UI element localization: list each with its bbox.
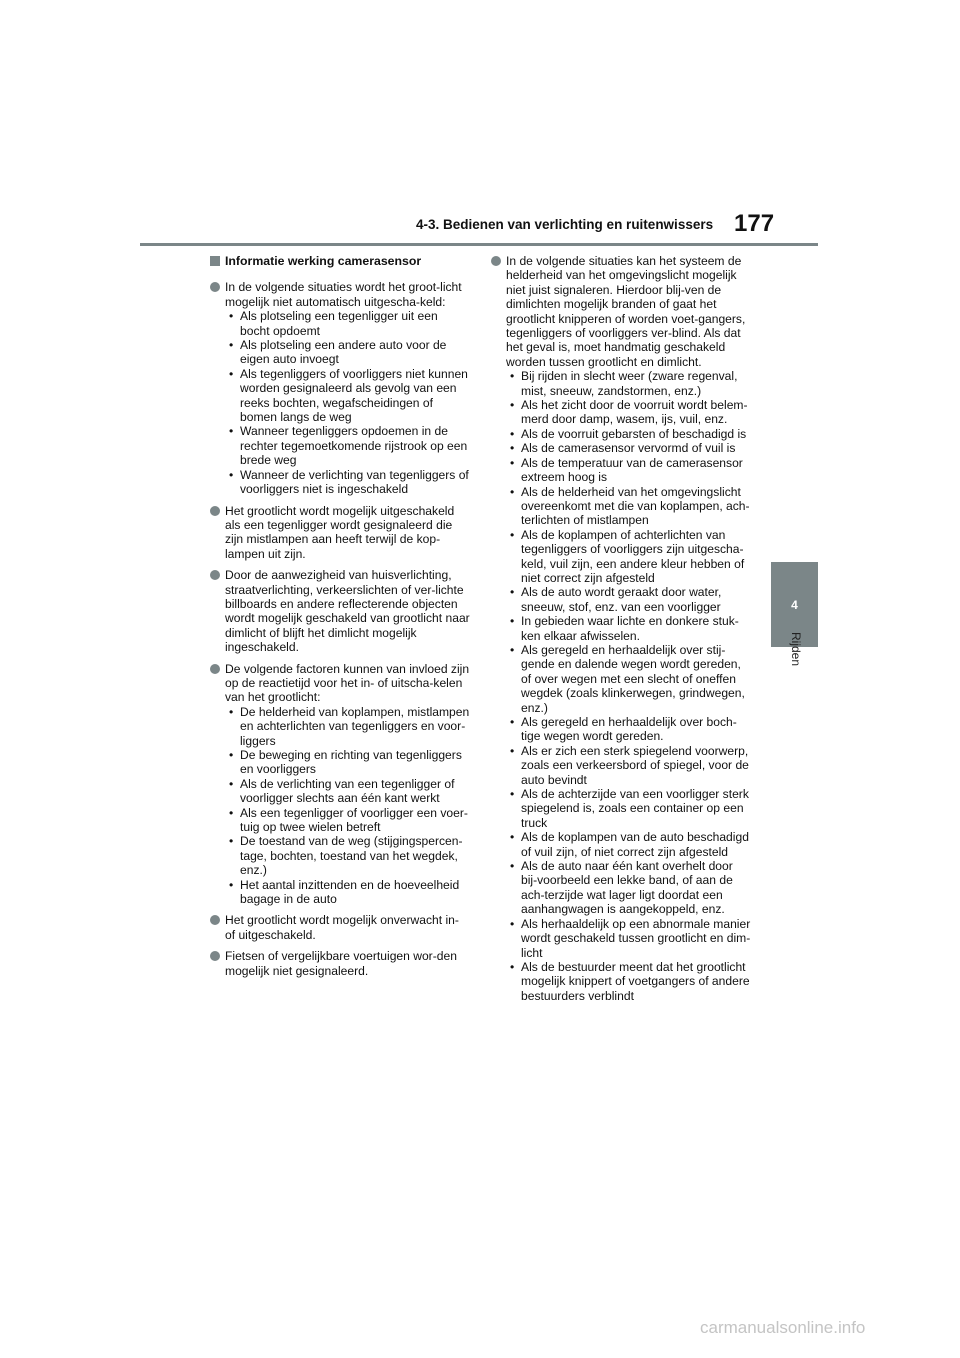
list-item: • Als het zicht door de voorruit wordt belem-merd door damp, wasem, ijs, vuil, enz.	[506, 398, 751, 427]
list-item: • Als geregeld en herhaaldelijk over boch-tige wegen wordt gereden.	[506, 715, 751, 744]
paragraph-text: In de volgende situaties kan het systeem de helderheid van het omgevingslicht mogelijk niet juist signaleren. Hierdoor blij-ven de dimlichten mogelijk branden of gaat het grootlicht knipperen of worden voet-gangers, tegenliggers of voorliggers ver-blind. Als dat het geval is, moet handmatig geschakeld worden tussen grootlicht en dimlicht.	[506, 254, 746, 369]
section-heading	[210, 254, 470, 268]
list-item: • De toestand van de weg (stijgingspercen-tage, bochten, toestand van het wegdek, enz.)	[225, 834, 470, 877]
list-item: • Als tegenliggers of voorliggers niet kunnen worden gesignaleerd als gevolg van een reeks bochten, wegafscheidingen of bomen langs de weg	[225, 367, 470, 425]
chapter-header-title: 4-3. Bedienen van verlichting en ruitenwissers	[416, 217, 714, 232]
paragraph-text: Het grootlicht wordt mogelijk uitgeschakeld als een tegenligger wordt gesignaleerd die zijn mistlampen aan heeft terwijl de kop-lampen uit zijn.	[225, 503, 455, 561]
paragraph-text: De volgende factoren kunnen van invloed zijn op de reactietijd voor het in- of uitscha-kelen van het grootlicht:	[225, 661, 470, 705]
circle-bullet-icon	[210, 915, 220, 925]
paragraph	[210, 280, 470, 496]
paragraph-text: In de volgende situaties wordt het groot-licht mogelijk niet automatisch uitgescha-keld:	[225, 280, 462, 309]
paragraph-text: Het grootlicht wordt mogelijk onverwacht in- of uitgeschakeld.	[225, 913, 459, 942]
left-column	[210, 254, 470, 985]
list-item: • Als de verlichting van een tegenligger of voorligger slechts aan één kant werkt	[225, 777, 470, 806]
list-item: • De beweging en richting van tegenliggers en voorliggers	[225, 748, 470, 777]
list-item: • In gebieden waar lichte en donkere stuk-ken elkaar afwisselen.	[506, 614, 751, 643]
paragraph	[210, 662, 470, 907]
paragraph	[210, 913, 470, 942]
bullet-list	[225, 309, 470, 496]
list-item: • Wanneer de verlichting van tegenliggers of voorliggers niet is ingeschakeld	[225, 468, 470, 497]
list-item: • Als geregeld en herhaaldelijk over stij-gende en dalende wegen wordt gereden, of over wegen met een slecht of oneffen wegdek (zoals klinkerwegen, grindwegen, enz.)	[506, 643, 751, 715]
list-item: • Het aantal inzittenden en de hoeveelheid bagage in de auto	[225, 878, 470, 907]
circle-bullet-icon	[210, 506, 220, 516]
paragraph-text: Door de aanwezigheid van huisverlichting, straatverlichting, verkeerslichten of ver-lichte billboards en andere reflecterende objecten wordt mogelijk geschakeld van grootlicht naar dimlicht of blijft het dimlicht mogelijk ingeschakeld.	[225, 568, 470, 655]
section-heading-text: Informatie werking camerasensor	[225, 254, 422, 268]
circle-bullet-icon	[210, 282, 220, 292]
list-item: • Als de auto wordt geraakt door water, sneeuw, stof, enz. van een voorligger	[506, 585, 751, 614]
circle-bullet-icon	[210, 951, 220, 961]
circle-bullet-icon	[210, 664, 220, 674]
list-item: • Bij rijden in slecht weer (zware regenval, mist, sneeuw, zandstormen, enz.)	[506, 369, 751, 398]
list-item: • Als de bestuurder meent dat het grootlicht mogelijk knippert of voetgangers of andere bestuurders verblindt	[506, 960, 751, 1003]
header-divider	[140, 243, 818, 246]
circle-bullet-icon	[210, 570, 220, 580]
list-item: • Als de koplampen of achterlichten van tegenliggers of voorliggers zijn uitgescha-keld, vuil zijn, een andere kleur hebben of niet correct zijn afgesteld	[506, 528, 751, 586]
chapter-number: 4	[791, 597, 798, 612]
paragraph	[210, 949, 470, 978]
circle-bullet-icon	[491, 256, 501, 266]
page-number: 177	[734, 210, 775, 237]
bullet-list	[225, 705, 470, 907]
list-item: • Als plotseling een tegenligger uit een bocht opdoemt	[225, 309, 470, 338]
bullet-list	[506, 369, 751, 1003]
list-item: • Als de voorruit gebarsten of beschadigd is	[506, 427, 751, 441]
right-column	[491, 254, 751, 1010]
list-item: • Als plotseling een andere auto voor de eigen auto invoegt	[225, 338, 470, 367]
chapter-side-label: Rijden	[789, 632, 803, 667]
list-item: • De helderheid van koplampen, mistlampen en achterlichten van tegenliggers en voor-liggers	[225, 705, 470, 748]
paragraph	[210, 504, 470, 562]
list-item: • Als de koplampen van de auto beschadigd of vuil zijn, of niet correct zijn afgesteld	[506, 830, 751, 859]
list-item: • Als een tegenligger of voorligger een voer-tuig op twee wielen betreft	[225, 806, 470, 835]
paragraph-text: Fietsen of vergelijkbare voertuigen wor-den mogelijk niet gesignaleerd.	[225, 949, 457, 978]
paragraph	[210, 568, 470, 654]
list-item: • Als herhaaldelijk op een abnormale manier wordt geschakeld tussen grootlicht en dim-licht	[506, 917, 751, 960]
list-item: • Als de helderheid van het omgevingslicht overeenkomt met die van koplampen, ach-terlichten of mistlampen	[506, 485, 751, 528]
list-item: • Als de temperatuur van de camerasensor extreem hoog is	[506, 456, 751, 485]
watermark: carmanualsonline.info	[700, 1318, 866, 1337]
list-item: • Als de camerasensor vervormd of vuil is	[506, 441, 751, 455]
list-item: • Wanneer tegenliggers opdoemen in de rechter tegemoetkomende rijstrook op een brede weg	[225, 424, 470, 467]
square-bullet-icon	[210, 256, 220, 266]
paragraph	[491, 254, 751, 1003]
list-item: • Als de achterzijde van een voorligger sterk spiegelend is, zoals een container op een truck	[506, 787, 751, 830]
list-item: • Als de auto naar één kant overhelt door bij-voorbeeld een lekke band, of aan de ach-terzijde wat lager ligt doordat een aanhangwagen is aangekoppeld, enz.	[506, 859, 751, 917]
list-item: • Als er zich een sterk spiegelend voorwerp, zoals een verkeersbord of spiegel, voor de auto bevindt	[506, 744, 751, 787]
